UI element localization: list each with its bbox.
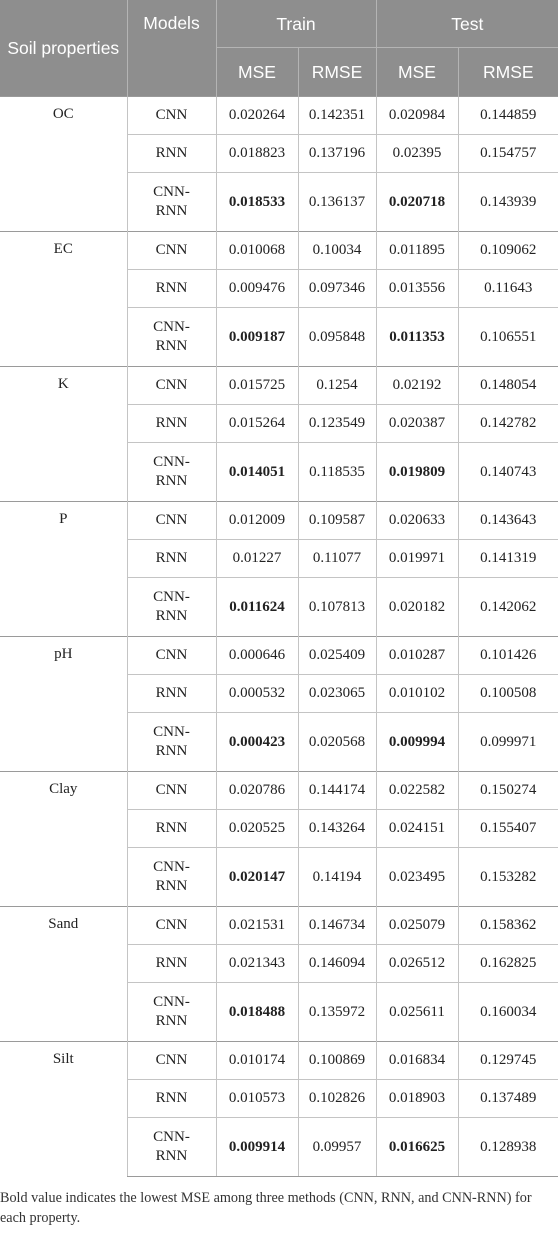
train-mse-cell: 0.000646	[216, 637, 298, 675]
train-mse-cell: 0.021343	[216, 945, 298, 983]
train-mse-cell: 0.010174	[216, 1042, 298, 1080]
train-mse-cell	[216, 173, 298, 232]
bold-value: 0.011624	[229, 598, 285, 615]
header-train-rmse: RMSE	[298, 48, 376, 97]
table-row	[0, 1042, 558, 1080]
train-rmse-cell: 0.109587	[298, 502, 376, 540]
train-mse-cell: 0.020525	[216, 810, 298, 848]
test-mse-cell: 0.02192	[376, 367, 458, 405]
train-rmse-cell: 0.1254	[298, 367, 376, 405]
test-rmse-cell: 0.128938	[458, 1118, 558, 1177]
train-rmse-cell: 0.135972	[298, 983, 376, 1042]
test-rmse-cell: 0.106551	[458, 308, 558, 367]
test-mse-cell: 0.020182	[376, 578, 458, 637]
table-header	[0, 0, 558, 97]
test-mse-cell: 0.020633	[376, 502, 458, 540]
train-rmse-cell: 0.146734	[298, 907, 376, 945]
model-cell: CNN-RNN	[127, 1118, 216, 1177]
train-mse-cell: 0.015725	[216, 367, 298, 405]
test-rmse-cell: 0.158362	[458, 907, 558, 945]
train-rmse-cell: 0.143264	[298, 810, 376, 848]
train-rmse-cell: 0.11077	[298, 540, 376, 578]
model-cell: CNN-RNN	[127, 308, 216, 367]
bold-value: 0.016625	[388, 1138, 446, 1155]
bold-value: 0.020718	[388, 193, 446, 210]
test-mse-cell: 0.020387	[376, 405, 458, 443]
train-rmse-cell: 0.136137	[298, 173, 376, 232]
model-cell: CNN	[127, 772, 216, 810]
model-cell: CNN	[127, 232, 216, 270]
test-mse-cell: 0.018903	[376, 1080, 458, 1118]
test-mse-cell	[376, 308, 458, 367]
bold-value: 0.014051	[228, 463, 286, 480]
test-rmse-cell: 0.153282	[458, 848, 558, 907]
test-rmse-cell: 0.155407	[458, 810, 558, 848]
bold-value: 0.018488	[228, 1003, 286, 1020]
model-cell: CNN-RNN	[127, 578, 216, 637]
bold-value: 0.019809	[388, 463, 446, 480]
model-cell: CNN-RNN	[127, 983, 216, 1042]
train-mse-cell	[216, 848, 298, 907]
header-soil-properties: Soil properties	[0, 0, 127, 97]
model-cell: RNN	[127, 135, 216, 173]
test-mse-cell: 0.019971	[376, 540, 458, 578]
bold-value: 0.009914	[228, 1138, 286, 1155]
bold-value: 0.011353	[389, 328, 445, 345]
train-rmse-cell: 0.118535	[298, 443, 376, 502]
train-rmse-cell: 0.100869	[298, 1042, 376, 1080]
train-mse-cell	[216, 308, 298, 367]
test-rmse-cell: 0.100508	[458, 675, 558, 713]
train-mse-cell	[216, 983, 298, 1042]
model-cell: RNN	[127, 405, 216, 443]
test-mse-cell	[376, 443, 458, 502]
model-cell: RNN	[127, 1080, 216, 1118]
test-rmse-cell: 0.142062	[458, 578, 558, 637]
train-mse-cell: 0.010573	[216, 1080, 298, 1118]
table-row	[0, 502, 558, 540]
table-row	[0, 772, 558, 810]
table-body	[0, 97, 558, 1177]
train-rmse-cell: 0.025409	[298, 637, 376, 675]
test-rmse-cell: 0.150274	[458, 772, 558, 810]
test-rmse-cell: 0.142782	[458, 405, 558, 443]
model-cell: CNN-RNN	[127, 173, 216, 232]
bold-value: 0.009994	[388, 733, 446, 750]
bold-value: 0.018533	[228, 193, 286, 210]
train-rmse-cell: 0.107813	[298, 578, 376, 637]
train-mse-cell: 0.018823	[216, 135, 298, 173]
train-mse-cell: 0.009476	[216, 270, 298, 308]
model-cell: RNN	[127, 945, 216, 983]
test-mse-cell: 0.025611	[376, 983, 458, 1042]
model-cell: RNN	[127, 675, 216, 713]
test-mse-cell: 0.025079	[376, 907, 458, 945]
table-row	[0, 232, 558, 270]
test-mse-cell: 0.022582	[376, 772, 458, 810]
test-rmse-cell: 0.162825	[458, 945, 558, 983]
test-rmse-cell: 0.144859	[458, 97, 558, 135]
header-train-mse: MSE	[216, 48, 298, 97]
train-mse-cell: 0.010068	[216, 232, 298, 270]
property-cell: Silt	[0, 1042, 127, 1177]
test-rmse-cell: 0.154757	[458, 135, 558, 173]
test-mse-cell: 0.026512	[376, 945, 458, 983]
property-cell: Sand	[0, 907, 127, 1042]
test-rmse-cell: 0.141319	[458, 540, 558, 578]
bold-value: 0.009187	[228, 328, 286, 345]
test-mse-cell: 0.024151	[376, 810, 458, 848]
train-mse-cell: 0.000532	[216, 675, 298, 713]
train-mse-cell: 0.015264	[216, 405, 298, 443]
test-rmse-cell: 0.137489	[458, 1080, 558, 1118]
test-mse-cell: 0.011895	[376, 232, 458, 270]
train-mse-cell: 0.021531	[216, 907, 298, 945]
train-rmse-cell: 0.142351	[298, 97, 376, 135]
table-footnote: Bold value indicates the lowest MSE among three methods (CNN, RNN, and CNN-RNN) for each property.	[0, 1190, 532, 1226]
test-rmse-cell: 0.109062	[458, 232, 558, 270]
train-rmse-cell: 0.146094	[298, 945, 376, 983]
model-cell: CNN	[127, 637, 216, 675]
model-cell: CNN-RNN	[127, 713, 216, 772]
test-mse-cell: 0.010287	[376, 637, 458, 675]
train-mse-cell	[216, 578, 298, 637]
model-cell: RNN	[127, 810, 216, 848]
train-rmse-cell: 0.123549	[298, 405, 376, 443]
train-rmse-cell: 0.020568	[298, 713, 376, 772]
model-cell: CNN-RNN	[127, 848, 216, 907]
test-mse-cell: 0.013556	[376, 270, 458, 308]
model-cell: CNN	[127, 97, 216, 135]
train-mse-cell: 0.01227	[216, 540, 298, 578]
bold-value: 0.020147	[228, 868, 286, 885]
table-row	[0, 637, 558, 675]
test-mse-cell	[376, 713, 458, 772]
property-cell: Clay	[0, 772, 127, 907]
test-rmse-cell: 0.11643	[458, 270, 558, 308]
test-rmse-cell: 0.143939	[458, 173, 558, 232]
property-cell: P	[0, 502, 127, 637]
bold-value: 0.000423	[228, 733, 286, 750]
table-row	[0, 907, 558, 945]
train-rmse-cell: 0.144174	[298, 772, 376, 810]
train-rmse-cell: 0.095848	[298, 308, 376, 367]
property-cell: K	[0, 367, 127, 502]
test-rmse-cell: 0.160034	[458, 983, 558, 1042]
header-test-mse: MSE	[376, 48, 458, 97]
property-cell: pH	[0, 637, 127, 772]
test-mse-cell: 0.016834	[376, 1042, 458, 1080]
train-rmse-cell: 0.023065	[298, 675, 376, 713]
header-test: Test	[376, 0, 558, 48]
model-cell: CNN	[127, 1042, 216, 1080]
model-cell: RNN	[127, 540, 216, 578]
header-test-rmse: RMSE	[458, 48, 558, 97]
header-models: Models	[127, 0, 216, 97]
table-row	[0, 367, 558, 405]
test-rmse-cell: 0.143643	[458, 502, 558, 540]
train-rmse-cell: 0.102826	[298, 1080, 376, 1118]
header-train: Train	[216, 0, 376, 48]
test-mse-cell	[376, 1118, 458, 1177]
train-rmse-cell: 0.097346	[298, 270, 376, 308]
train-mse-cell	[216, 1118, 298, 1177]
test-mse-cell: 0.02395	[376, 135, 458, 173]
train-rmse-cell: 0.14194	[298, 848, 376, 907]
train-rmse-cell: 0.137196	[298, 135, 376, 173]
test-rmse-cell: 0.101426	[458, 637, 558, 675]
model-cell: CNN-RNN	[127, 443, 216, 502]
train-mse-cell	[216, 443, 298, 502]
train-mse-cell: 0.012009	[216, 502, 298, 540]
train-mse-cell	[216, 713, 298, 772]
model-cell: CNN	[127, 907, 216, 945]
table-row	[0, 97, 558, 135]
train-mse-cell: 0.020264	[216, 97, 298, 135]
train-rmse-cell: 0.10034	[298, 232, 376, 270]
test-mse-cell	[376, 173, 458, 232]
test-rmse-cell: 0.129745	[458, 1042, 558, 1080]
test-mse-cell: 0.020984	[376, 97, 458, 135]
property-cell: EC	[0, 232, 127, 367]
test-rmse-cell: 0.148054	[458, 367, 558, 405]
model-cell: CNN	[127, 502, 216, 540]
test-mse-cell: 0.010102	[376, 675, 458, 713]
test-rmse-cell: 0.140743	[458, 443, 558, 502]
test-mse-cell: 0.023495	[376, 848, 458, 907]
model-cell: RNN	[127, 270, 216, 308]
train-rmse-cell: 0.09957	[298, 1118, 376, 1177]
property-cell: OC	[0, 97, 127, 232]
test-rmse-cell: 0.099971	[458, 713, 558, 772]
model-cell: CNN	[127, 367, 216, 405]
train-mse-cell: 0.020786	[216, 772, 298, 810]
